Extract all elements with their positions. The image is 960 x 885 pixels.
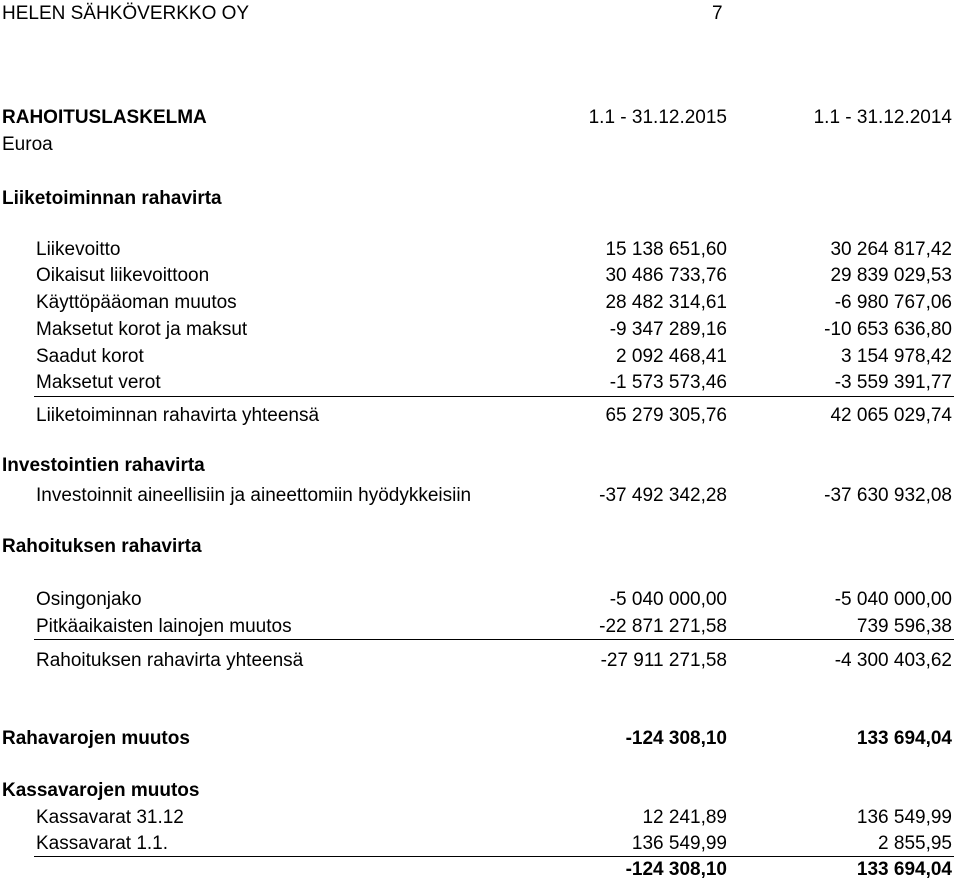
row-value-2014: -37 630 932,08: [824, 485, 952, 506]
row-value-2015: 12 241,89: [642, 807, 727, 828]
row-value-2015: -22 871 271,58: [599, 616, 727, 637]
row-value-2015: 2 092 468,41: [616, 346, 727, 367]
row-value-2014: 739 596,38: [856, 616, 952, 637]
row-label: Käyttöpääoman muutos: [36, 292, 237, 313]
row-value-2014: -6 980 767,06: [834, 292, 952, 313]
section-heading-cash: Kassavarojen muutos: [2, 780, 200, 801]
row-label: Kassavarat 31.12: [36, 807, 184, 828]
row-value-2015: -1 573 573,46: [609, 372, 727, 393]
page-number: 7: [712, 3, 723, 24]
cash-total-2014: 133 694,04: [856, 859, 952, 880]
total-value-2014: -4 300 403,62: [834, 650, 952, 671]
row-label: Maksetut korot ja maksut: [36, 319, 248, 340]
currency-label: Euroa: [2, 134, 53, 155]
row-label: Liikevoitto: [36, 239, 121, 260]
section-heading-operating: Liiketoiminnan rahavirta: [2, 188, 222, 209]
row-value-2015: -5 040 000,00: [609, 589, 727, 610]
row-label: Saadut korot: [36, 346, 144, 367]
section-heading-financing: Rahoituksen rahavirta: [2, 536, 202, 557]
total-label-operating: Liiketoiminnan rahavirta yhteensä: [36, 405, 320, 426]
total-value-2015: 65 279 305,76: [605, 405, 727, 426]
total-value-2015: -27 911 271,58: [600, 650, 727, 671]
row-value-2014: -10 653 636,80: [824, 319, 952, 340]
company-name: HELEN SÄHKÖVERKKO OY: [2, 3, 250, 24]
total-value-2014: 42 065 029,74: [830, 405, 952, 426]
row-value-2014: -5 040 000,00: [834, 589, 952, 610]
cash-total-2015: -124 308,10: [625, 859, 727, 880]
change-label: Rahavarojen muutos: [2, 728, 190, 749]
row-value-2014: 3 154 978,42: [841, 346, 952, 367]
row-label: Kassavarat 1.1.: [36, 833, 169, 854]
row-label: Pitkäaikaisten lainojen muutos: [36, 616, 292, 637]
row-value-2014: -3 559 391,77: [834, 372, 952, 393]
subtotal-divider: [34, 639, 954, 640]
row-value-2015: 136 549,99: [631, 833, 727, 854]
row-value-2014: 30 264 817,42: [830, 239, 952, 260]
column-header-2015: 1.1 - 31.12.2015: [588, 107, 727, 128]
row-label: Investoinnit aineellisiin ja aineettomiin hyödykkeisiin: [36, 485, 472, 506]
row-value-2015: 15 138 651,60: [605, 239, 727, 260]
column-header-2014: 1.1 - 31.12.2014: [813, 107, 952, 128]
row-value-2014: 136 549,99: [856, 807, 952, 828]
row-value-2014: 2 855,95: [878, 833, 952, 854]
section-heading-investing: Investointien rahavirta: [2, 455, 205, 476]
change-value-2014: 133 694,04: [856, 728, 952, 749]
row-label: Oikaisut liikevoittoon: [36, 265, 210, 286]
change-value-2015: -124 308,10: [625, 728, 727, 749]
row-label: Osingonjako: [36, 589, 142, 610]
row-value-2015: 28 482 314,61: [605, 292, 727, 313]
row-value-2015: -37 492 342,28: [599, 485, 727, 506]
row-value-2015: -9 347 289,16: [609, 319, 727, 340]
row-value-2014: 29 839 029,53: [830, 265, 952, 286]
subtotal-divider: [34, 856, 954, 857]
total-label-financing: Rahoituksen rahavirta yhteensä: [36, 650, 304, 671]
row-label: Maksetut verot: [36, 372, 161, 393]
subtotal-divider: [34, 396, 954, 397]
row-value-2015: 30 486 733,76: [605, 265, 727, 286]
statement-title: RAHOITUSLASKELMA: [2, 107, 207, 128]
